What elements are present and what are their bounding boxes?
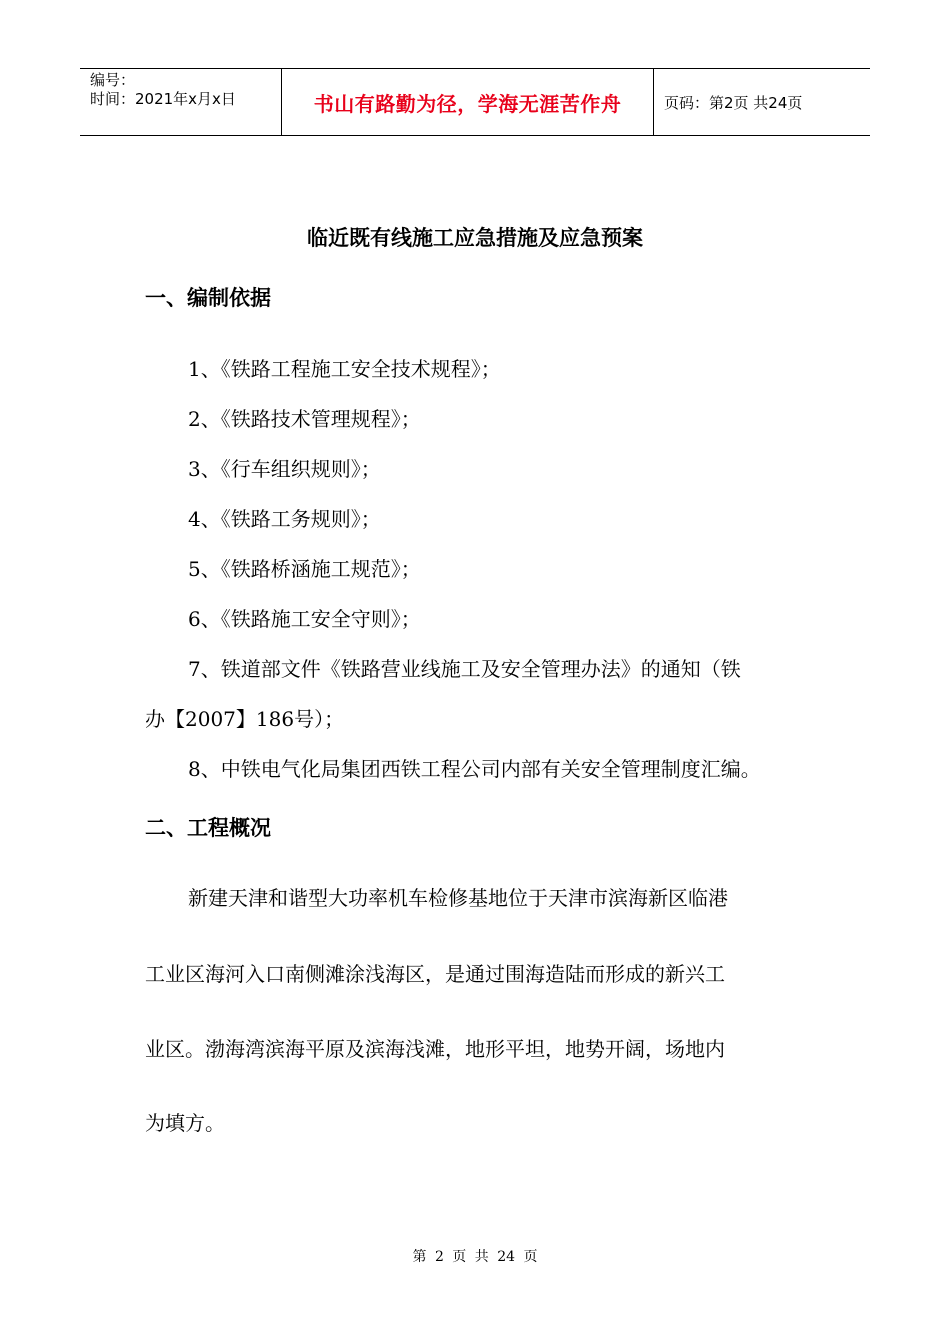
page-footer: 第 2 页 共 24 页	[412, 1249, 538, 1265]
basis-item: 1、《铁路工程施工安全技术规程》；	[188, 357, 501, 381]
overview-line: 工业区海河入口南侧滩涂浅海区，是通过围海造陆而形成的新兴工	[145, 962, 725, 986]
header-page-info: 页码：第2页 共24页	[664, 93, 803, 112]
header-table	[80, 68, 870, 136]
header-motto-cell	[282, 69, 654, 135]
section-heading-overview: 二、工程概况	[145, 816, 271, 840]
header-motto: 书山有路勤为径，学海无涯苦作舟	[313, 91, 622, 116]
basis-item: 4、《铁路工务规则》；	[188, 507, 381, 531]
basis-item: 5、《铁路桥涵施工规范》；	[188, 557, 421, 581]
overview-line: 新建天津和谐型大功率机车检修基地位于天津市滨海新区临港	[188, 886, 728, 910]
header-meta-cell	[80, 69, 282, 135]
section-heading-basis: 一、编制依据	[145, 286, 271, 310]
basis-item: 3、《行车组织规则》；	[188, 457, 381, 481]
document-time-label: 时间：2021年x月x日	[90, 90, 236, 108]
overview-line: 业区。渤海湾滨海平原及滨海浅滩，地形平坦，地势开阔，场地内	[145, 1037, 725, 1061]
overview-line: 为填方。	[145, 1111, 225, 1135]
header-page-cell	[654, 69, 870, 135]
basis-item: 2、《铁路技术管理规程》；	[188, 407, 421, 431]
basis-item: 8、中铁电气化局集团西铁工程公司内部有关安全管理制度汇编。	[188, 757, 761, 781]
document-title: 临近既有线施工应急措施及应急预案	[307, 226, 643, 250]
basis-item-continuation: 办【2007】186号）；	[145, 707, 345, 731]
basis-item: 6、《铁路施工安全守则》；	[188, 607, 421, 631]
basis-item: 7、铁道部文件《铁路营业线施工及安全管理办法》的通知（铁	[188, 657, 741, 681]
document-number-label: 编号：	[90, 71, 136, 89]
